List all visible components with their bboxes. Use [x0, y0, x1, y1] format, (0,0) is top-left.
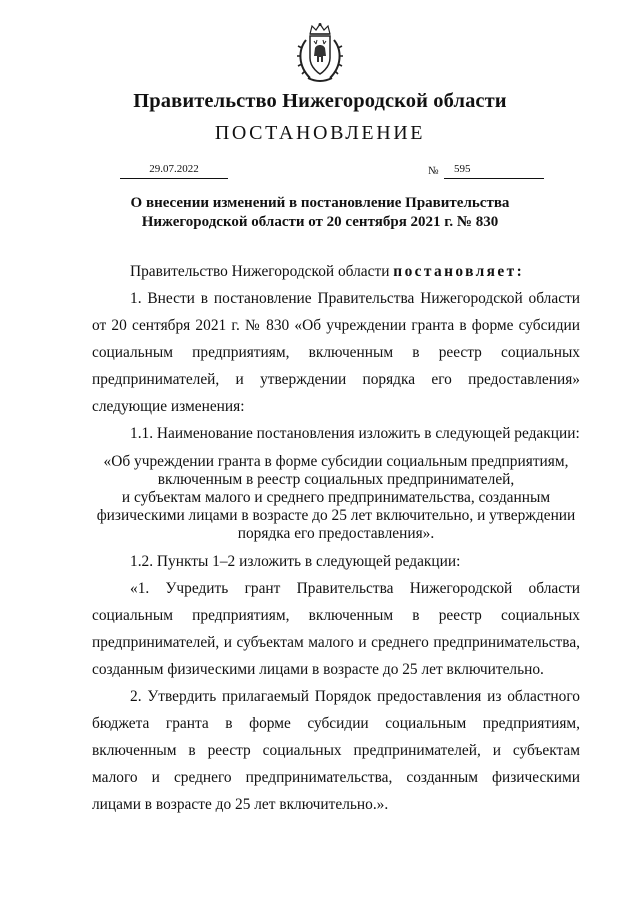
item-1: «1. Учредить грант Правительства Нижегородской области социальным предприятиям, включенным в реестр социальных предпринимателей, и субъектам малого и среднего предпринимательства, созданным физическими лицами в возрасте до 25 лет включительно.	[92, 580, 580, 678]
coat-of-arms-icon	[296, 22, 344, 84]
paragraph-1: 1. Внести в постановление Правительства Нижегородской области от 20 сентября 2021 г. № 830 «Об учреждении гранта в форме субсидии социальным предприятиям, включенным в реестр социальных предпринимателей, и утверждении порядка его предоставления» следующие изменения:	[92, 290, 580, 415]
quote-line: включенным в реестр социальных предпринимателей,	[157, 471, 515, 488]
document-body	[92, 258, 580, 818]
intro-text: Правительство Нижегородской области	[130, 263, 390, 280]
document-subject	[60, 194, 580, 232]
document-date: 29.07.2022	[120, 162, 228, 179]
quote-line: и субъектам малого и среднего предпринимательства, созданным	[121, 489, 551, 506]
quoted-title	[92, 453, 580, 543]
quote-line: «Об учреждении гранта в форме субсидии социальным предприятиям,	[103, 453, 569, 470]
intro-verb: постановляет:	[393, 263, 525, 280]
government-title: Правительство Нижегородской области	[133, 90, 507, 112]
intro-paragraph	[92, 258, 580, 285]
document-number-field	[444, 162, 544, 179]
document-number: 595	[454, 163, 471, 175]
paragraph-1-2: 1.2. Пункты 1–2 изложить в следующей редакции:	[130, 553, 461, 570]
subject-line: О внесении изменений в постановление Правительства	[130, 195, 510, 211]
quote-line: физическими лицами в возрасте до 25 лет включительно, и утверждении	[96, 507, 576, 524]
quote-line: порядка его предоставления».	[237, 525, 435, 542]
item-2: 2. Утвердить прилагаемый Порядок предоставления из областного бюджета гранта в форме субсидии социальным предприятиям, включенным в реестр социальных предпринимателей, и субъектам малого и среднего предпринимательства, созданным физическими лицами в возрасте до 25 лет включительно.».	[92, 688, 580, 813]
document-type: ПОСТАНОВЛЕНИЕ	[214, 122, 426, 144]
subject-line: Нижегородской области от 20 сентября 2021 г. № 830	[141, 214, 499, 230]
paragraph-1-1: 1.1. Наименование постановления изложить в следующей редакции:	[130, 425, 580, 442]
number-label: №	[428, 165, 439, 177]
